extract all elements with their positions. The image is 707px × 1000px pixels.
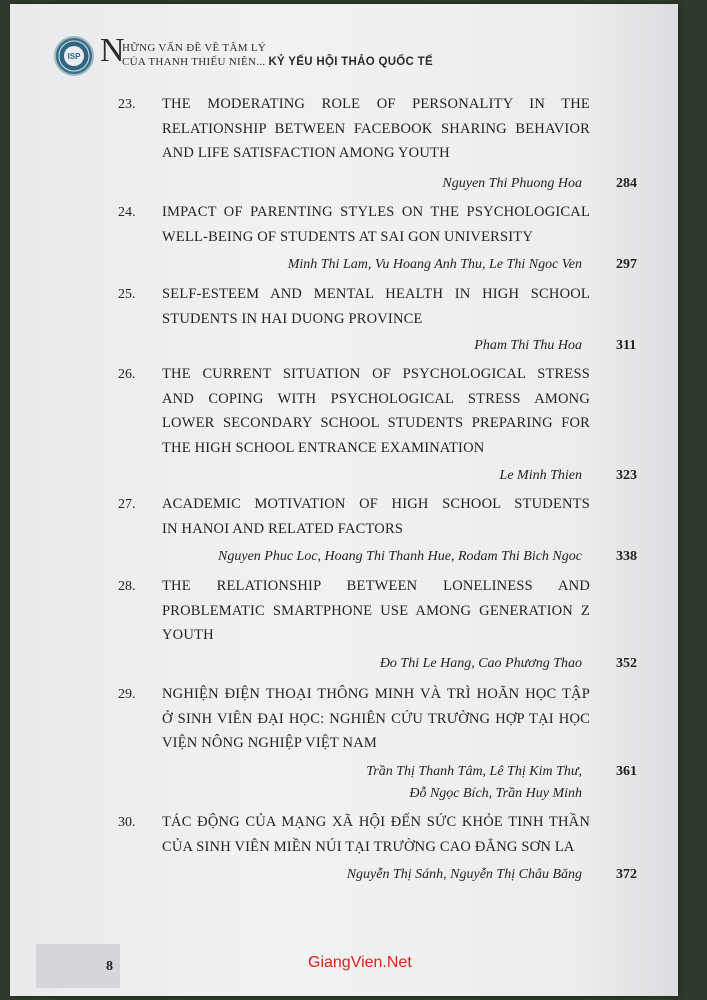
entry-title-line: THE MODERATING ROLE OF PERSONALITY IN THE xyxy=(162,96,590,112)
entry-authors: Pham Thi Thu Hoa xyxy=(474,338,582,353)
entry-number: 24. xyxy=(118,205,136,220)
entry-number: 28. xyxy=(118,579,136,594)
entry-title-line: CỦA SINH VIÊN MIỀN NÚI TẠI TRƯỜNG CAO ĐẲNG SƠN LA xyxy=(162,838,575,855)
entry-page-number[interactable]: 323 xyxy=(616,468,637,483)
entry-page-number[interactable]: 352 xyxy=(616,656,637,671)
entry-title-line: ACADEMIC MOTIVATION OF HIGH SCHOOL STUDENTS xyxy=(162,496,590,512)
document-page xyxy=(10,4,678,996)
entry-number: 30. xyxy=(118,815,136,830)
entry-title[interactable] xyxy=(162,574,590,648)
footer-page-number: 8 xyxy=(106,959,113,974)
entry-title-line: IN HANOI AND RELATED FACTORS xyxy=(162,520,404,537)
header-title-line2 xyxy=(122,56,433,68)
entry-authors: Trần Thị Thanh Tâm, Lê Thị Kim Thư, xyxy=(366,764,582,779)
entry-page-number[interactable]: 297 xyxy=(616,257,637,272)
entry-number: 27. xyxy=(118,497,136,512)
entry-number: 25. xyxy=(118,287,136,302)
institute-seal-icon xyxy=(56,38,92,74)
entry-title-line: Ở SINH VIÊN ĐẠI HỌC: NGHIÊN CỨU TRƯỜNG HỢP TẠI HỌC xyxy=(162,710,590,727)
entry-title[interactable] xyxy=(162,362,590,460)
entry-number: 26. xyxy=(118,367,136,382)
entry-title-line: THE HIGH SCHOOL ENTRANCE EXAMINATION xyxy=(162,439,485,456)
entry-title[interactable] xyxy=(162,810,590,859)
entry-title-line: THE CURRENT SITUATION OF PSYCHOLOGICAL STRESS xyxy=(162,366,590,382)
entry-title-line: AND COPING WITH PSYCHOLOGICAL STRESS AMONG xyxy=(162,390,590,407)
entry-title-line: AND LIFE SATISFACTION AMONG YOUTH xyxy=(162,145,450,161)
watermark-text: GiangVien.Net xyxy=(308,954,412,971)
entry-title-line: STUDENTS IN HAI DUONG PROVINCE xyxy=(162,310,423,327)
entry-title-line: TÁC ĐỘNG CỦA MẠNG XÃ HỘI ĐẾN SỨC KHỎE TINH THẦN xyxy=(162,814,590,830)
entry-title-line: SELF-ESTEEM AND MENTAL HEALTH IN HIGH SCHOOL xyxy=(162,286,590,302)
entry-authors: Nguyễn Thị Sánh, Nguyễn Thị Châu Băng xyxy=(346,867,582,882)
entry-authors: Nguyen Thi Phuong Hoa xyxy=(442,176,582,191)
header-title-bold: KỶ YẾU HỘI THẢO QUỐC TẾ xyxy=(268,56,433,68)
entry-title[interactable] xyxy=(162,92,590,166)
header-title-line1: HỮNG VẤN ĐỀ VỀ TÂM LÝ xyxy=(122,42,267,54)
entry-page-number[interactable]: 284 xyxy=(616,176,637,191)
entry-page-number[interactable]: 338 xyxy=(616,549,637,564)
entry-title-line: LOWER SECONDARY SCHOOL STUDENTS PREPARING FOR xyxy=(162,415,590,431)
entry-title[interactable] xyxy=(162,682,590,756)
entry-page-number[interactable]: 311 xyxy=(616,338,637,353)
entry-authors: Le Minh Thien xyxy=(499,468,582,483)
logo-text: ISP xyxy=(67,52,81,61)
entry-authors: Đỗ Ngọc Bích, Trần Huy Minh xyxy=(409,786,582,801)
entry-title-line: WELL-BEING OF STUDENTS AT SAI GON UNIVERSITY xyxy=(162,228,534,245)
entry-title-line: YOUTH xyxy=(162,627,214,643)
institute-logo xyxy=(54,36,94,76)
entry-number: 29. xyxy=(118,687,136,702)
entry-title-line: VIỆN NÔNG NGHIỆP VIỆT NAM xyxy=(162,735,377,751)
entry-authors: Nguyen Phuc Loc, Hoang Thi Thanh Hue, Rodam Thi Bich Ngoc xyxy=(218,549,582,564)
header-initial-letter: N xyxy=(100,32,125,69)
entry-title[interactable] xyxy=(162,282,590,331)
entry-number: 23. xyxy=(118,97,136,112)
entry-page-number[interactable]: 361 xyxy=(616,764,637,779)
header-title-prefix: CỦA THANH THIẾU NIÊN... xyxy=(122,56,269,68)
entry-title[interactable] xyxy=(162,492,590,541)
entry-title-line: THE RELATIONSHIP BETWEEN LONELINESS AND xyxy=(162,578,590,594)
entry-title[interactable] xyxy=(162,200,590,249)
entry-title-line: RELATIONSHIP BETWEEN FACEBOOK SHARING BEHAVIOR xyxy=(162,120,590,137)
entry-authors: Đo Thi Le Hang, Cao Phương Thao xyxy=(379,656,582,671)
entry-title-line: PROBLEMATIC SMARTPHONE USE AMONG GENERATION Z xyxy=(162,602,590,619)
entry-title-line: IMPACT OF PARENTING STYLES ON THE PSYCHOLOGICAL xyxy=(162,204,590,220)
entry-authors: Minh Thi Lam, Vu Hoang Anh Thu, Le Thi Ngoc Ven xyxy=(287,257,582,272)
entry-title-line: NGHIỆN ĐIỆN THOẠI THÔNG MINH VÀ TRÌ HOÃN HỌC TẬP xyxy=(162,686,590,702)
entry-page-number[interactable]: 372 xyxy=(616,867,637,882)
